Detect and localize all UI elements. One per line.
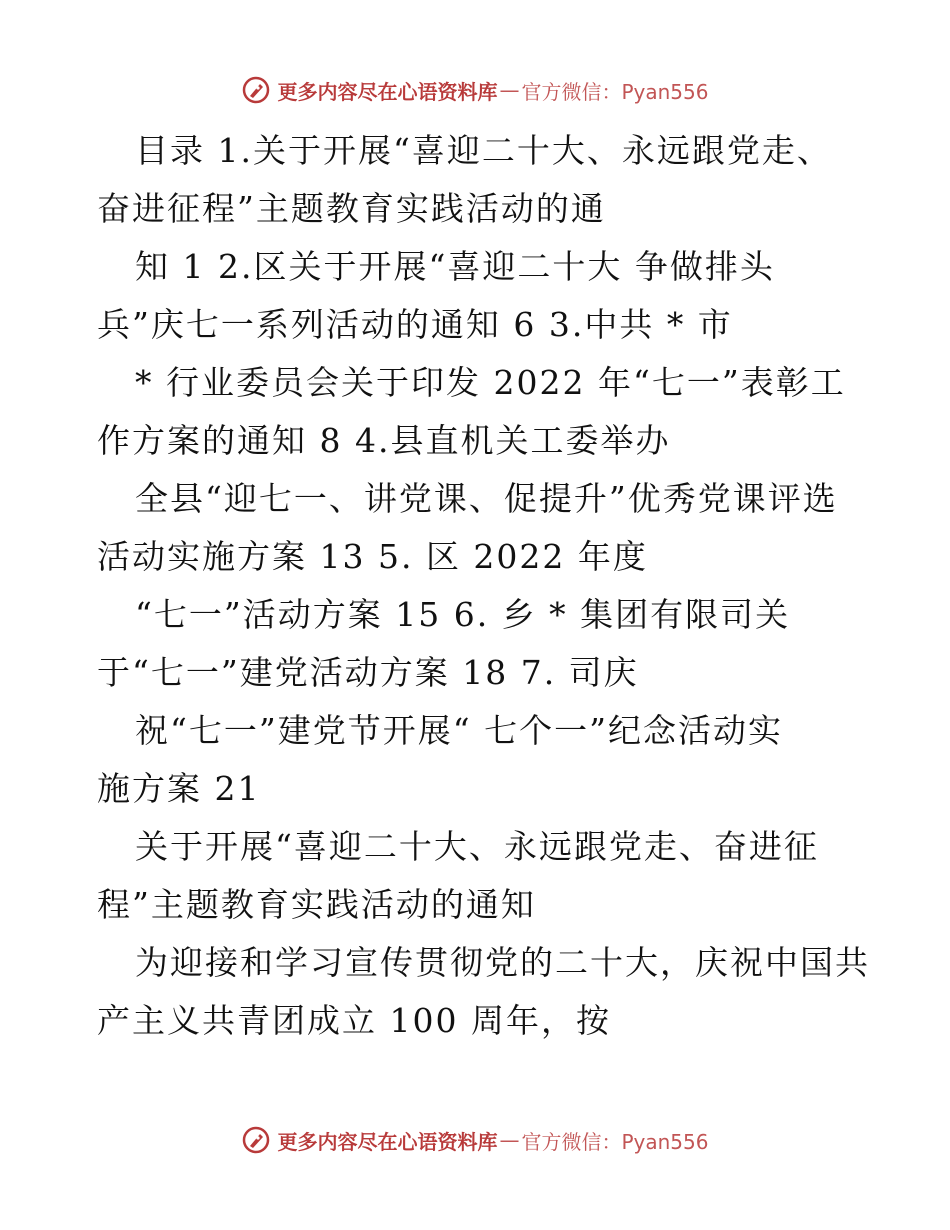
banner-main-text: 更多内容尽在心语资料库 (277, 1129, 498, 1154)
banner-wechat-text: 官方微信：Pyan556 (521, 1129, 709, 1154)
text-line: 全县“迎七一、讲党课、促提升”优秀党课评选 (135, 479, 838, 518)
text-line: 施方案 21 (97, 769, 261, 808)
text-line: 于“七一”建党活动方案 18 7. 司庆 (97, 653, 639, 692)
text-line: 产主义共青团成立 100 周年，按 (97, 1001, 611, 1040)
text-line: 知 1 2.区关于开展“喜迎二十大 争做排头 (135, 247, 775, 286)
text-line: 祝“七一”建党节开展“ 七个一”纪念活动实 (135, 711, 783, 750)
text-line: * 行业委员会关于印发 2022 年“七一”表彰工 (135, 363, 846, 402)
text-line: 兵”庆七一系列活动的通知 6 3.中共 * 市 (97, 305, 733, 344)
text-line: 作方案的通知 8 4.县直机关工委举办 (97, 421, 671, 460)
text-line: 程”主题教育实践活动的通知 (97, 885, 536, 924)
banner-separator: — (499, 78, 520, 102)
document-body (97, 122, 870, 1050)
pen-nib-logo-icon (241, 75, 271, 105)
text-line: “七一”活动方案 15 6. 乡 * 集团有限司关 (135, 595, 791, 634)
footer-banner (0, 1120, 950, 1160)
pen-nib-logo-icon (241, 1125, 271, 1155)
text-line: 为迎接和学习宣传贯彻党的二十大，庆祝中国共 (135, 943, 870, 982)
header-banner (0, 70, 950, 110)
text-line: 活动实施方案 13 5. 区 2022 年度 (97, 537, 648, 576)
banner-wechat-text: 官方微信：Pyan556 (521, 79, 709, 104)
text-line: 目录 1.关于开展“喜迎二十大、永远跟党走、 (135, 131, 832, 170)
banner-main-text: 更多内容尽在心语资料库 (277, 79, 498, 104)
text-line: 奋进征程”主题教育实践活动的通 (97, 189, 606, 228)
text-line: 关于开展“喜迎二十大、永远跟党走、奋进征 (135, 827, 819, 866)
banner-separator: — (499, 1128, 520, 1152)
